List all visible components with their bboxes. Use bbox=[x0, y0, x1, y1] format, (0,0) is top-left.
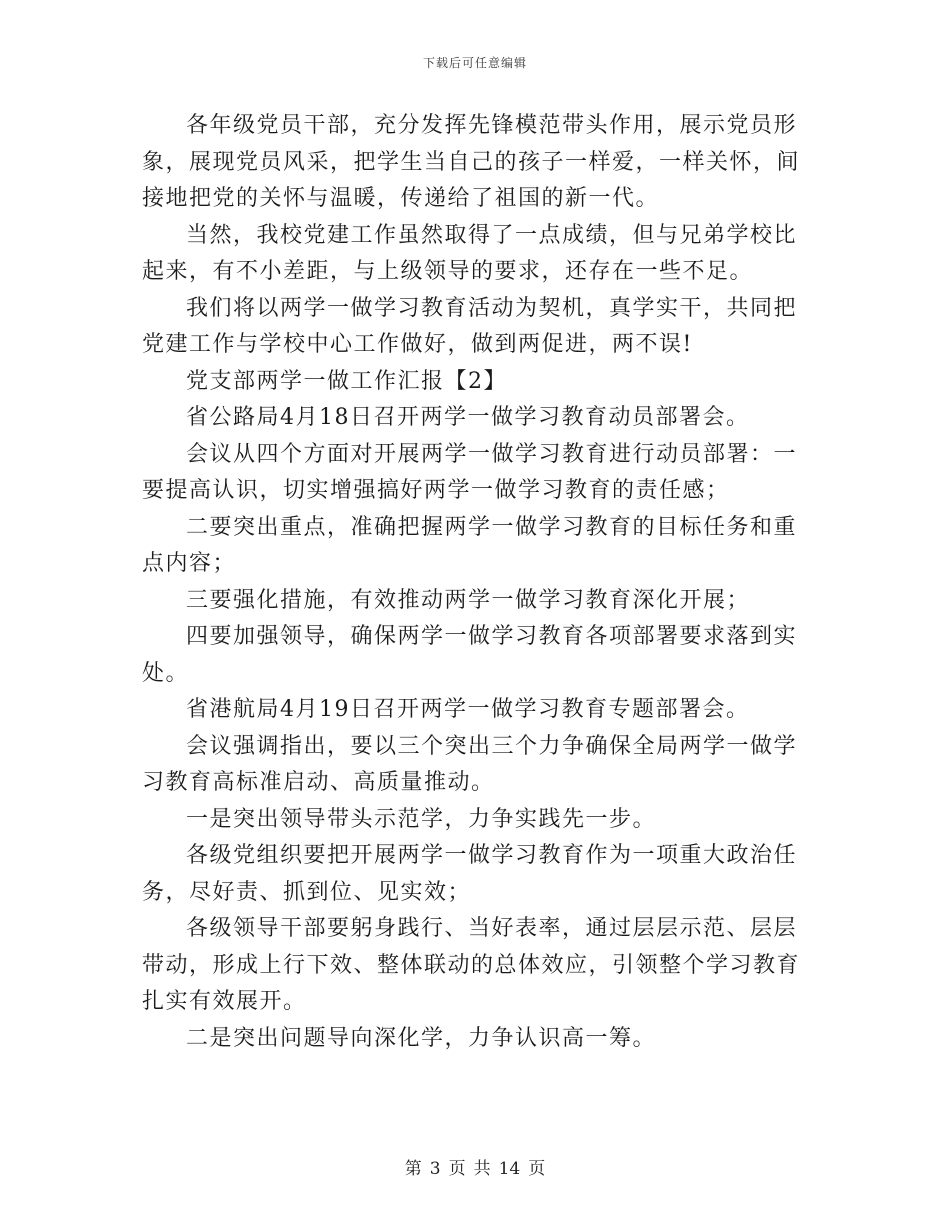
section-heading: 党支部两学一做工作汇报【2】 bbox=[186, 368, 507, 394]
paragraph: 各级党组织要把开展两学一做学习教育作为一项重大政治任务，尽好责、抓到位、见实效； bbox=[142, 843, 798, 905]
paragraph: 当然，我校党建工作虽然取得了一点成绩，但与兄弟学校比起来，有不小差距，与上级领导的要求，还存在一些不足。 bbox=[142, 222, 798, 284]
paragraph: 省公路局4月18日召开两学一做学习教育动员部署会。 bbox=[186, 405, 750, 430]
paragraph: 会议从四个方面对开展两学一做学习教育进行动员部署：一要提高认识，切实增强搞好两学一做学习教育的责任感； bbox=[142, 441, 798, 503]
paragraph: 一是突出领导带头示范学，力争实践先一步。 bbox=[186, 806, 657, 832]
paragraph: 四要加强领导，确保两学一做学习教育各项部署要求落到实处。 bbox=[142, 624, 798, 686]
paragraph: 省港航局4月19日召开两学一做学习教育专题部署会。 bbox=[186, 697, 750, 722]
document-body bbox=[142, 108, 802, 1057]
paragraph: 各年级党员干部，充分发挥先锋模范带头作用，展示党员形象，展现党员风采，把学生当自己的孩子一样爱，一样关怀，间接地把党的关怀与温暖，传递给了祖国的新一代。 bbox=[142, 113, 801, 211]
paragraph: 各级领导干部要躬身践行、当好表率，通过层层示范、层层带动，形成上行下效、整体联动的总体效应，引领整个学习教育扎实有效展开。 bbox=[142, 916, 801, 1014]
header-note: 下载后可任意编辑 bbox=[422, 56, 527, 70]
paragraph: 我们将以两学一做学习教育活动为契机，真学实干，共同把党建工作与学校中心工作做好，做到两促进，两不误! bbox=[142, 295, 798, 357]
page-footer bbox=[0, 1154, 950, 1179]
footer-total-word: 共 bbox=[473, 1159, 491, 1179]
paragraph: 三要强化措施，有效推动两学一做学习教育深化开展； bbox=[186, 587, 751, 613]
footer-suffix: 页 bbox=[528, 1159, 546, 1179]
current-page-number: 3 bbox=[429, 1159, 441, 1179]
paragraph: 会议强调指出，要以三个突出三个力争确保全局两学一做学习教育高标准启动、高质量推动。 bbox=[142, 733, 798, 795]
paragraph: 二要突出重点，准确把握两学一做学习教育的目标任务和重点内容； bbox=[142, 514, 798, 576]
footer-prefix: 第 bbox=[404, 1159, 422, 1179]
total-page-count: 14 bbox=[498, 1159, 521, 1179]
footer-page-word: 页 bbox=[448, 1159, 466, 1179]
paragraph: 二是突出问题导向深化学，力争认识高一筹。 bbox=[186, 1025, 657, 1051]
